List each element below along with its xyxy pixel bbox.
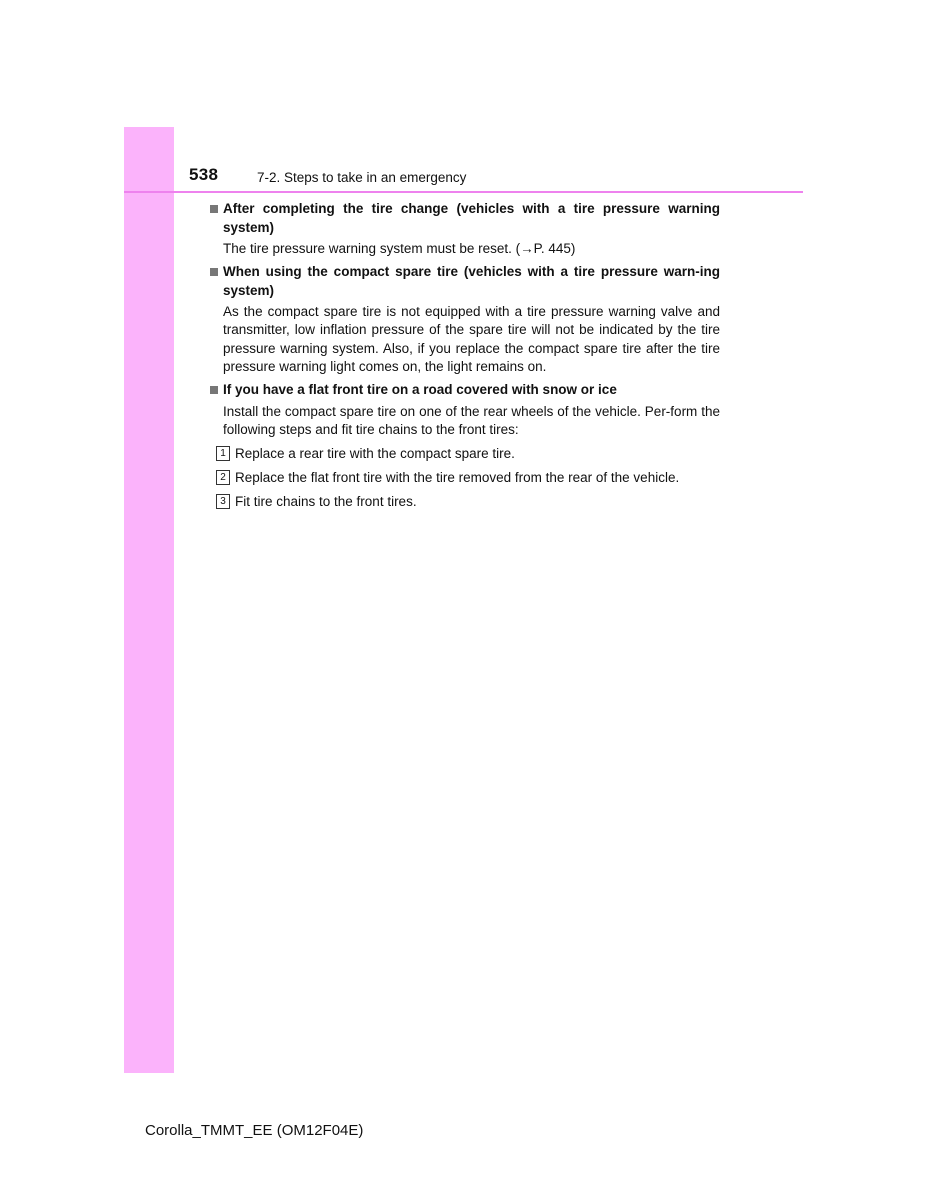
document-footer: Corolla_TMMT_EE (OM12F04E) xyxy=(145,1122,364,1139)
section-tire-change xyxy=(208,200,720,258)
section-heading xyxy=(208,200,720,237)
header-divider xyxy=(124,191,803,193)
step-item xyxy=(208,445,720,463)
section-heading xyxy=(208,263,720,300)
square-bullet-icon xyxy=(210,268,218,276)
section-heading xyxy=(208,381,720,400)
chapter-tab-band xyxy=(124,127,174,1073)
section-heading-text: When using the compact spare tire (vehicles with a tire pressure warn-ing system) xyxy=(223,264,720,298)
step-number-box: 2 xyxy=(216,470,230,485)
section-heading-text: If you have a flat front tire on a road covered with snow or ice xyxy=(223,382,617,398)
page-content xyxy=(208,200,720,511)
step-text: Fit tire chains to the front tires. xyxy=(235,493,417,509)
section-body: Install the compact spare tire on one of the rear wheels of the vehicle. Per-form the following steps and fit tire chains to the front tires: xyxy=(223,403,720,437)
section-heading-text: After completing the tire change (vehicles with a tire pressure warning system) xyxy=(223,201,720,235)
section-compact-spare xyxy=(208,263,720,376)
step-text: Replace the flat front tire with the tire removed from the rear of the vehicle. xyxy=(235,469,680,485)
square-bullet-icon xyxy=(210,205,218,213)
square-bullet-icon xyxy=(210,386,218,394)
step-text: Replace a rear tire with the compact spare tire. xyxy=(235,445,515,461)
step-number-box: 1 xyxy=(216,446,230,461)
section-body: As the compact spare tire is not equipped with a tire pressure warning valve and transmitter, low inflation pressure of the spare tire will not be indicated by the tire pressure warning system. Also, if you replace the compact spare tire after the tire pressure warning light comes on, the light remains on. xyxy=(223,304,720,374)
section-title: 7-2. Steps to take in an emergency xyxy=(257,170,467,185)
step-number-box: 3 xyxy=(216,494,230,509)
section-flat-front-tire xyxy=(208,381,720,439)
step-item xyxy=(208,469,720,487)
section-body: The tire pressure warning system must be reset. (→P. 445) xyxy=(223,241,576,256)
page-number: 538 xyxy=(189,165,219,184)
step-item xyxy=(208,493,720,511)
